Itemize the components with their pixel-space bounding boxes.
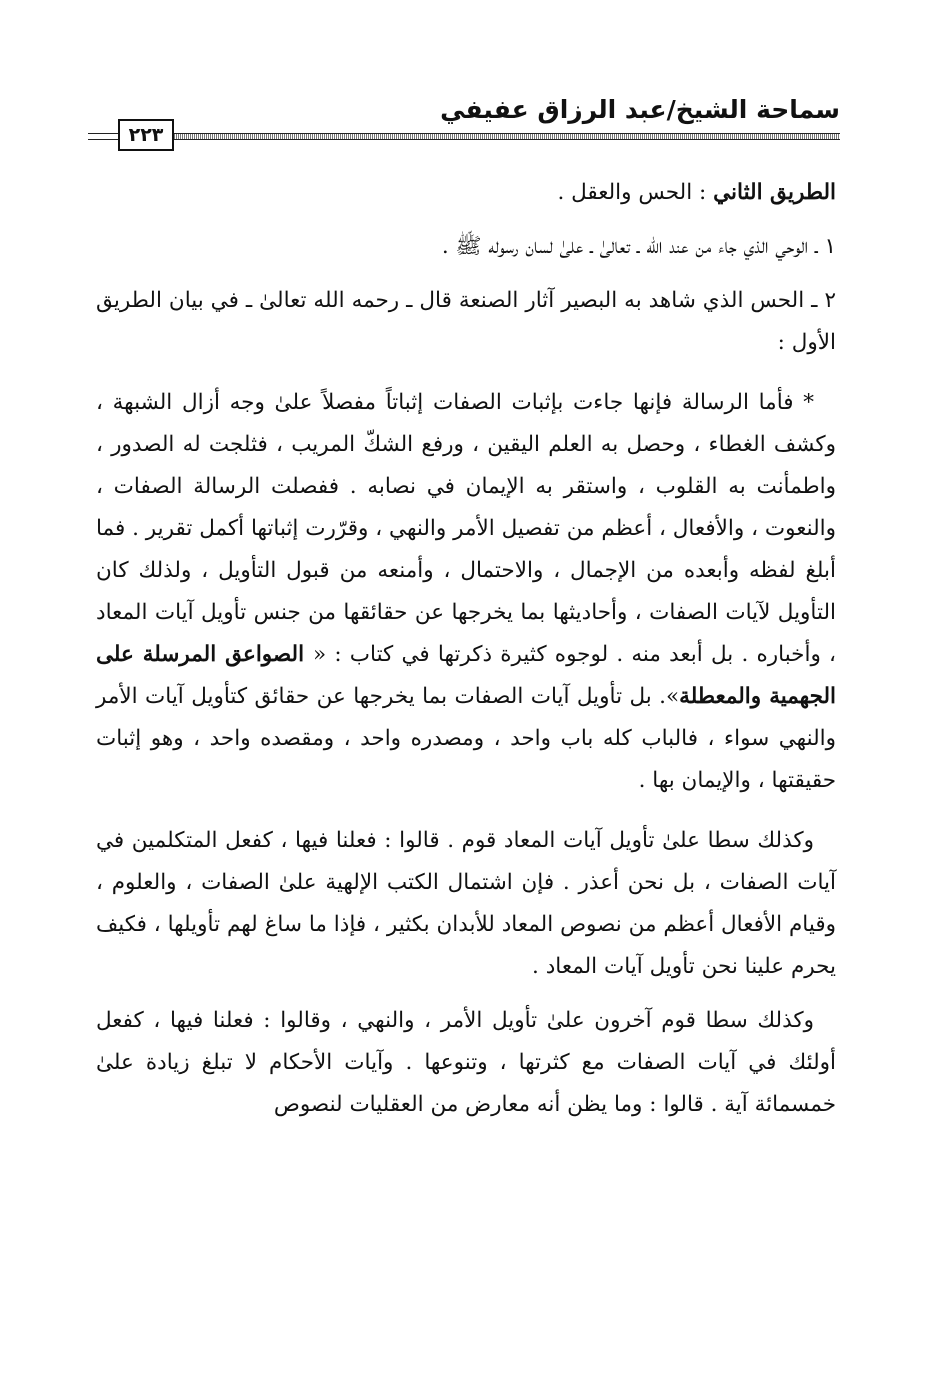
paragraph-5: وكذلك سطا علىٰ تأويل آيات المعاد قوم . قالوا : فعلنا فيها ، كفعل المتكلمين في آيات الصفات ، بل نحن أعذر . فإن اشتمال الكتب الإلهية علىٰ الصفات ، والعلوم ، وقيام الأفعال أعظم من نصوص المعاد للأبدان بكثير ، فإذا ما ساغ لهم تأويلها ، فكيف يحرم علينا نحن تأويل آيات المعاد . (96, 828, 836, 979)
page-header (88, 92, 840, 152)
paragraph-1 (96, 172, 836, 214)
paragraph-4 (96, 382, 836, 802)
body-text (96, 172, 836, 1126)
paragraph-2: ١ ـ الوحي الذي جاء من عند الله ـ تعالىٰ ـ علىٰ لسان رسوله ﷺ . (441, 234, 836, 259)
paragraph-6: وكذلك سطا قوم آخرون علىٰ تأويل الأمر ، والنهي ، وقالوا : فعلنا فيها ، كفعل أولئك في آيات الصفات مع كثرتها ، وتنوعها . وآيات الأحكام لا تبلغ زيادة علىٰ خمسمائة آية . قالوا : وما يظن أنه معارض من العقليات لنصوص (96, 1008, 836, 1117)
header-title: سماحة الشيخ/عبد الرزاق عفيفي (440, 95, 840, 124)
page-number: ٢٢٣ (118, 119, 174, 151)
paragraph-4-text-b: ». بل تأويل آيات الصفات بما يخرجها عن حقائق كتأويل آيات الأمر والنهي سواء ، فالباب كله باب واحد ، ومصدره واحد ، ومقصده واحد ، وهو إثبات حقيقتها ، والإيمان بها . (96, 684, 836, 793)
paragraph-1-bold: الطريق الثاني (713, 180, 836, 205)
paragraph-1-text: : الحس والعقل . (557, 180, 714, 205)
paragraph-4-text-a: * فأما الرسالة فإنها جاءت بإثبات الصفات إثباتاً مفصلاً علىٰ وجه أزال الشبهة ، وكشف الغطاء ، وحصل به العلم اليقين ، ورفع الشكّ المريب ، فثلجت له الصدور ، واطمأنت به القلوب ، واستقر به الإيمان في نصابه . ففصلت الرسالة الصفات ، والنعوت ، والأفعال ، أعظم من تفصيل الأمر والنهي ، وقرّرت إثباتها أكمل تقرير . فما أبلغ لفظه وأبعده من الإجمال ، والاحتمال ، وأمنعه من قبول التأويل ، ولذلك كان التأويل لآيات الصفات ، وأحاديثها بما يخرجها عن حقائقها من جنس تأويل آيات المعاد ، وأخباره . بل أبعد منه . لوجوه كثيرة ذكرتها في كتاب : « (96, 390, 836, 667)
header-rule (174, 133, 840, 140)
paragraph-3: ٢ ـ الحس الذي شاهد به البصير آثار الصنعة قال ـ رحمه الله تعالىٰ ـ في بيان الطريق الأول : (96, 288, 836, 355)
book-title: الصواعق المرسلة على الجهمية والمعطلة (96, 642, 836, 709)
header-rule-left (88, 133, 120, 140)
